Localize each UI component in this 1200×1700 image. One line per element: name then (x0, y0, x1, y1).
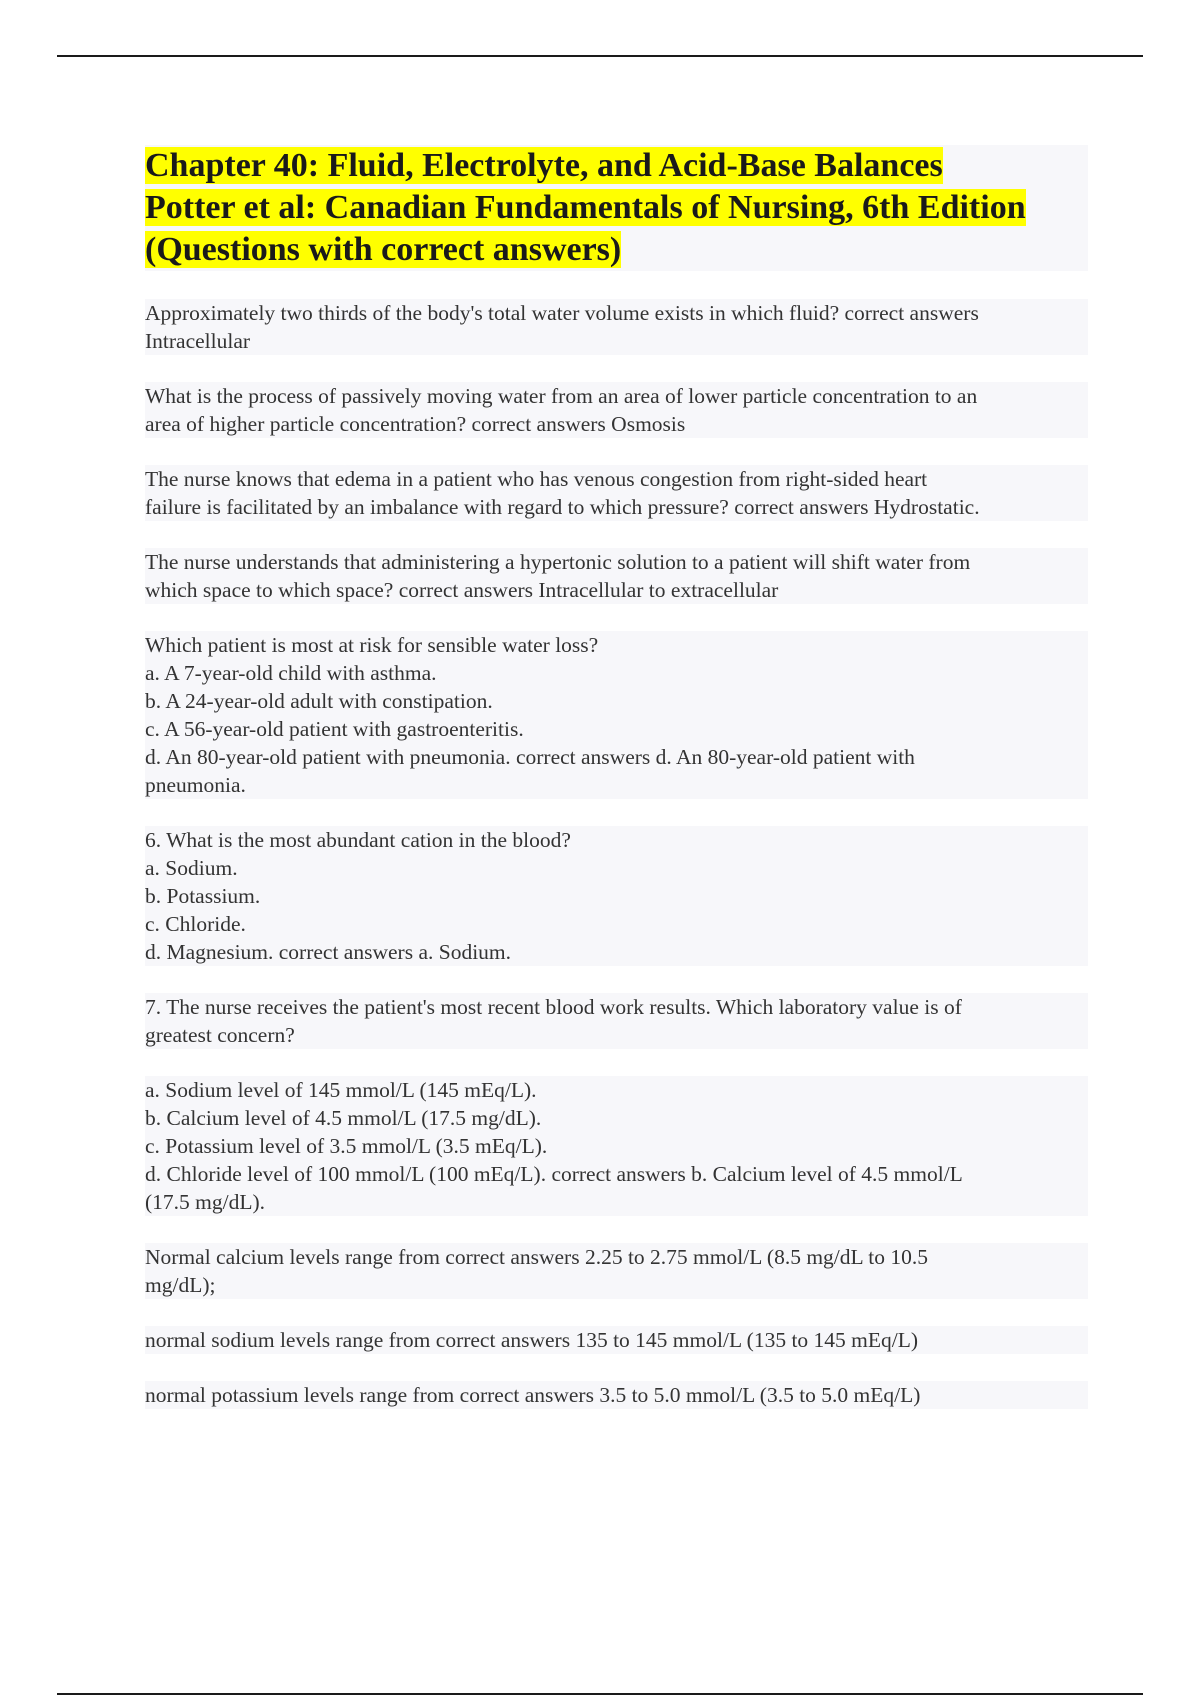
text-line: pneumonia. (145, 773, 246, 797)
question-item (145, 993, 1088, 1049)
answer-option: b. Calcium level of 4.5 mmol/L (17.5 mg/dL). (145, 1106, 542, 1130)
title-line-1: Chapter 40: Fluid, Electrolyte, and Acid-Base Balances (145, 147, 943, 184)
answer-option: a. A 7-year-old child with asthma. (145, 661, 437, 685)
text-line: (17.5 mg/dL). (145, 1190, 266, 1214)
text-line: 6. What is the most abundant cation in the blood? (145, 828, 571, 852)
question-item (145, 826, 1088, 966)
text-line: area of higher particle concentration? correct answers Osmosis (145, 412, 686, 436)
text-line: What is the process of passively moving water from an area of lower particle concentration to an (145, 384, 978, 408)
answer-option: c. Potassium level of 3.5 mmol/L (3.5 mEq/L). (145, 1134, 548, 1158)
document-body (145, 145, 1088, 1436)
answer-option: c. Chloride. (145, 912, 246, 936)
question-options (145, 1076, 1088, 1216)
text-line: normal potassium levels range from correct answers 3.5 to 5.0 mmol/L (3.5 to 5.0 mEq/L) (145, 1383, 921, 1407)
text-line: Approximately two thirds of the body's total water volume exists in which fluid? correct answers (145, 301, 979, 325)
text-line: normal sodium levels range from correct answers 135 to 145 mmol/L (135 to 145 mEq/L) (145, 1328, 919, 1352)
text-line: Which patient is most at risk for sensible water loss? (145, 633, 599, 657)
text-line: greatest concern? (145, 1023, 295, 1047)
text-line: The nurse knows that edema in a patient who has venous congestion from right-sided heart (145, 467, 928, 491)
question-item (145, 1381, 1088, 1409)
text-line: 7. The nurse receives the patient's most recent blood work results. Which laboratory value is of (145, 995, 962, 1019)
question-item (145, 1243, 1088, 1299)
document-title (145, 145, 1088, 271)
answer-option: d. Chloride level of 100 mmol/L (100 mEq/L). correct answers b. Calcium level of 4.5 mmol/L (145, 1162, 963, 1186)
question-item (145, 631, 1088, 799)
text-line: failure is facilitated by an imbalance with regard to which pressure? correct answers Hydrostatic. (145, 495, 980, 519)
title-line-2: Potter et al: Canadian Fundamentals of Nursing, 6th Edition (145, 189, 1026, 226)
question-item (145, 465, 1088, 521)
question-item (145, 382, 1088, 438)
text-line: Intracellular (145, 329, 251, 353)
answer-option: b. A 24-year-old adult with constipation. (145, 689, 493, 713)
question-item (145, 1326, 1088, 1354)
answer-option: d. An 80-year-old patient with pneumonia. correct answers d. An 80-year-old patient with (145, 745, 915, 769)
question-item (145, 548, 1088, 604)
answer-option: a. Sodium. (145, 856, 238, 880)
text-line: mg/dL); (145, 1273, 216, 1297)
text-line: Normal calcium levels range from correct answers 2.25 to 2.75 mmol/L (8.5 mg/dL to 10.5 (145, 1245, 928, 1269)
question-item (145, 299, 1088, 355)
top-rule (57, 55, 1143, 57)
bottom-rule (57, 1693, 1143, 1695)
answer-option: c. A 56-year-old patient with gastroenteritis. (145, 717, 524, 741)
answer-option: a. Sodium level of 145 mmol/L (145 mEq/L). (145, 1078, 537, 1102)
answer-option: d. Magnesium. correct answers a. Sodium. (145, 940, 512, 964)
text-line: which space to which space? correct answers Intracellular to extracellular (145, 578, 779, 602)
title-line-3: (Questions with correct answers) (145, 231, 622, 268)
text-line: The nurse understands that administering a hypertonic solution to a patient will shift water from (145, 550, 971, 574)
answer-option: b. Potassium. (145, 884, 261, 908)
